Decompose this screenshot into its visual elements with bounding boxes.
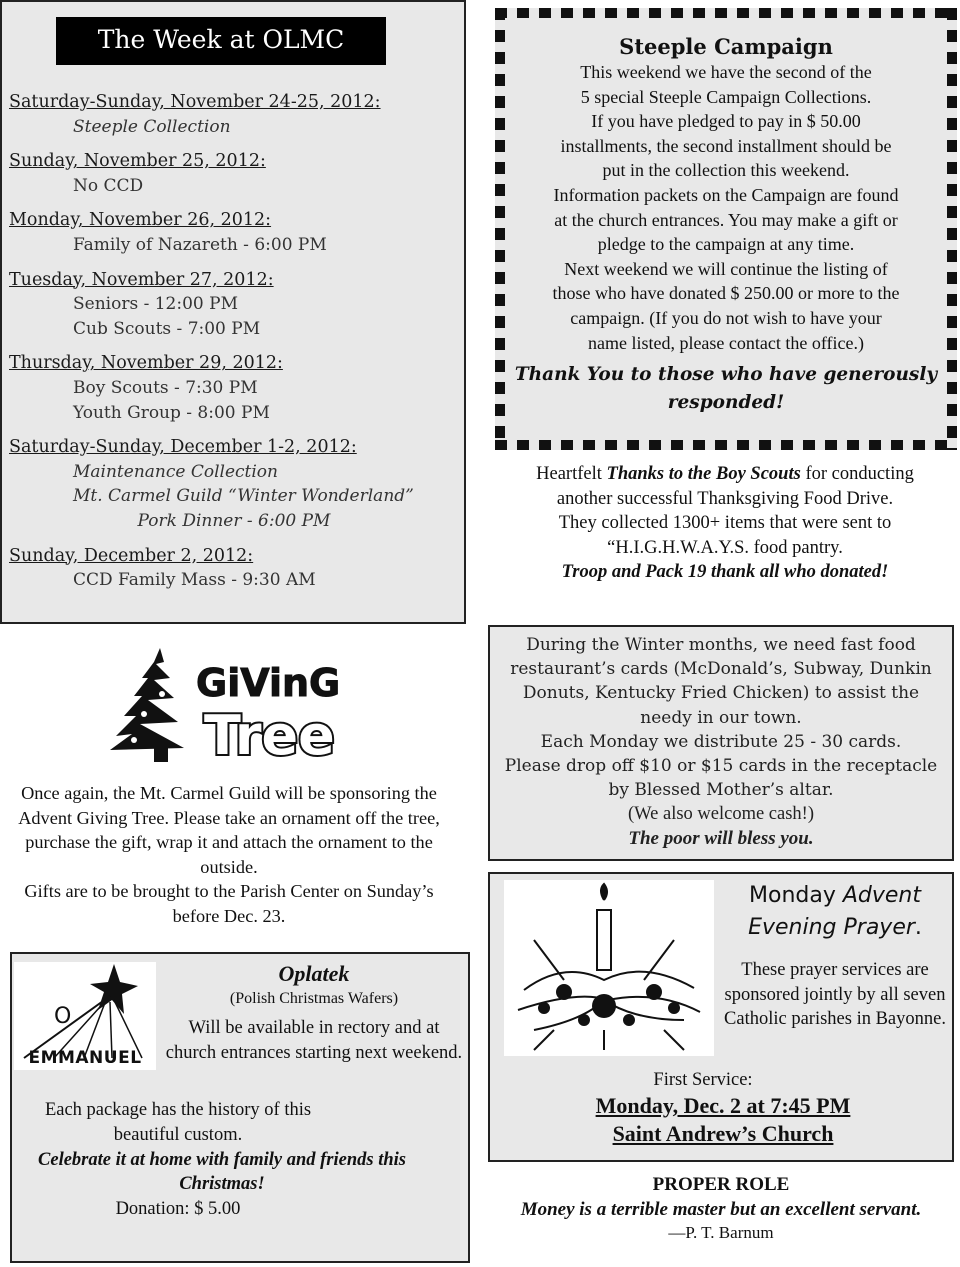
advent-title2: Evening Prayer [748,915,915,940]
scouts-lead: Heartfelt [536,464,607,484]
scouts-line1-rest: for conducting [800,464,914,484]
giving-tree-logo [104,644,356,766]
dashed-border-right [947,8,957,450]
oplatek-box [10,952,470,1263]
week-day-label: Tuesday, November 27, 2012: [9,269,274,290]
advent-first-service: First Service: [653,1070,753,1090]
advent-church: Saint Andrew’s Church [612,1121,834,1146]
week-event: Steeple Collection [73,116,231,137]
logo-emmanuel: EMMANUEL [28,1048,142,1068]
cards-distribute: Each Monday we distribute 25 - 30 cards. [540,731,902,752]
scouts-emph: Thanks to the Boy Scouts [606,464,801,484]
week-event: CCD Family Mass - 9:30 AM [73,570,316,591]
week-calendar-box [0,0,466,624]
oplatek-history: Each package has the history of this beautiful custom. [44,1100,312,1145]
steeple-title: Steeple Campaign [619,34,833,59]
week-event: Maintenance Collection [73,461,278,482]
proper-role-quote [488,1172,954,1244]
giving-tree-para1: Once again, the Mt. Carmel Guild will be sponsoring the Advent Giving Tree. Please take an ornament off the tree, purchase the gift, wrap it and attach the ornament to the outside. [18,783,440,877]
oplatek-donation: Donation: $ 5.00 [115,1199,241,1220]
oplatek-availability: Will be available in rectory and at church entrances starting next weekend. [165,1018,463,1063]
oplatek-celebrate: Celebrate it at home with family and friends this Christmas! [38,1149,406,1195]
giving-tree-text [5,781,453,929]
emmanuel-logo [14,962,156,1070]
oplatek-title: Oplatek [278,961,350,986]
boy-scouts-thanks [495,462,955,585]
week-day-label: Monday, November 26, 2012: [9,210,272,231]
advent-wreath-icon [504,880,714,1056]
proper-author: —P. T. Barnum [668,1223,774,1242]
scouts-line2: another successful Thanksgiving Food Drive. [556,488,894,509]
week-title: The Week at OLMC [56,17,386,65]
logo-word-tree: Tree [204,704,335,766]
week-event: Cub Scouts - 7:00 PM [73,318,261,339]
week-day-label: Sunday, November 25, 2012: [9,151,266,172]
steeple-thanks: Thank You to those who have generously responded! [514,364,938,414]
week-day-label: Thursday, November 29, 2012: [9,353,283,374]
dashed-border-top [495,8,957,18]
week-event: Mt. Carmel Guild “Winter Wonderland” [73,486,414,507]
week-event: Seniors - 12:00 PM [73,294,238,315]
week-event: Boy Scouts - 7:30 PM [73,377,258,398]
logo-letter-o: O [54,1004,72,1029]
week-list [9,90,459,593]
scouts-closing: Troop and Pack 19 thank all who donated! [561,562,889,583]
advent-date: Monday, Dec. 2 at 7:45 PM [595,1093,851,1118]
week-event: Pork Dinner - 6:00 PM [137,510,331,531]
cards-cash: (We also welcome cash!) [628,804,814,825]
week-event: Family of Nazareth - 6:00 PM [73,234,327,255]
week-day-label: Saturday-Sunday, November 24-25, 2012: [9,92,381,112]
giving-tree-para2: Gifts are to be brought to the Parish Center on Sunday’s before Dec. 23. [24,881,434,926]
advent-title-italic: Advent [842,883,921,908]
proper-quote: Money is a terrible master but an excellent servant. [520,1199,922,1220]
advent-body: These prayer services are sponsored jointly by all seven Catholic parishes in Bayonne. [724,960,946,1030]
logo-word-giving: GiVinG [196,661,341,705]
steeple-body: This weekend we have the second of the 5 special Steeple Campaign Collections. If you have pledged to pay in $ 50.00 installments, the second installment should be put in the collection this weekend. Information packets on the Campaign are found at the church entrances. You may make a gift or pledge to the campaign at any time. Next weekend we will continue the listing of those who have donated $ 250.00 or more to the campaign. (If you do not wish to have your name listed, please contact the office.) [552,62,900,353]
steeple-campaign-box [495,8,957,450]
advent-prayer-box: Monday Advent Evening Prayer. These prayer services are sponsored jointly by all seven Catholic parishes in Bayonne. First Service: Monday, Dec. 2 at 7:45 PM Saint Andrew’s Church [488,872,954,1162]
cards-dropoff: Please drop off $10 or $15 cards in the receptacle by Blessed Mother’s altar. [504,756,938,801]
week-event: Youth Group - 8:00 PM [73,402,270,423]
week-event: No CCD [73,175,144,196]
scouts-line4: “H.I.G.H.W.A.Y.S. food pantry. [607,537,843,558]
christmas-tree-icon [110,648,184,762]
scouts-line3: They collected 1300+ items that were sent to [558,513,892,534]
advent-wreath-image [504,880,714,1056]
dashed-border-left [495,8,505,450]
fast-food-cards-box [488,625,954,861]
week-day-label: Sunday, December 2, 2012: [9,545,254,566]
cards-closing: The poor will bless you. [628,827,814,849]
proper-title: PROPER ROLE [652,1174,790,1195]
oplatek-subtitle: (Polish Christmas Wafers) [229,990,399,1007]
week-day-label: Saturday-Sunday, December 1-2, 2012: [9,437,357,458]
cards-intro: During the Winter months, we need fast food restaurant’s cards (McDonald’s, Subway, Dunkin Donuts, Kentucky Fried Chicken) to assist the needy in our town. [510,635,932,728]
dashed-border-bottom [495,440,957,450]
advent-title-plain: Monday [749,883,843,908]
